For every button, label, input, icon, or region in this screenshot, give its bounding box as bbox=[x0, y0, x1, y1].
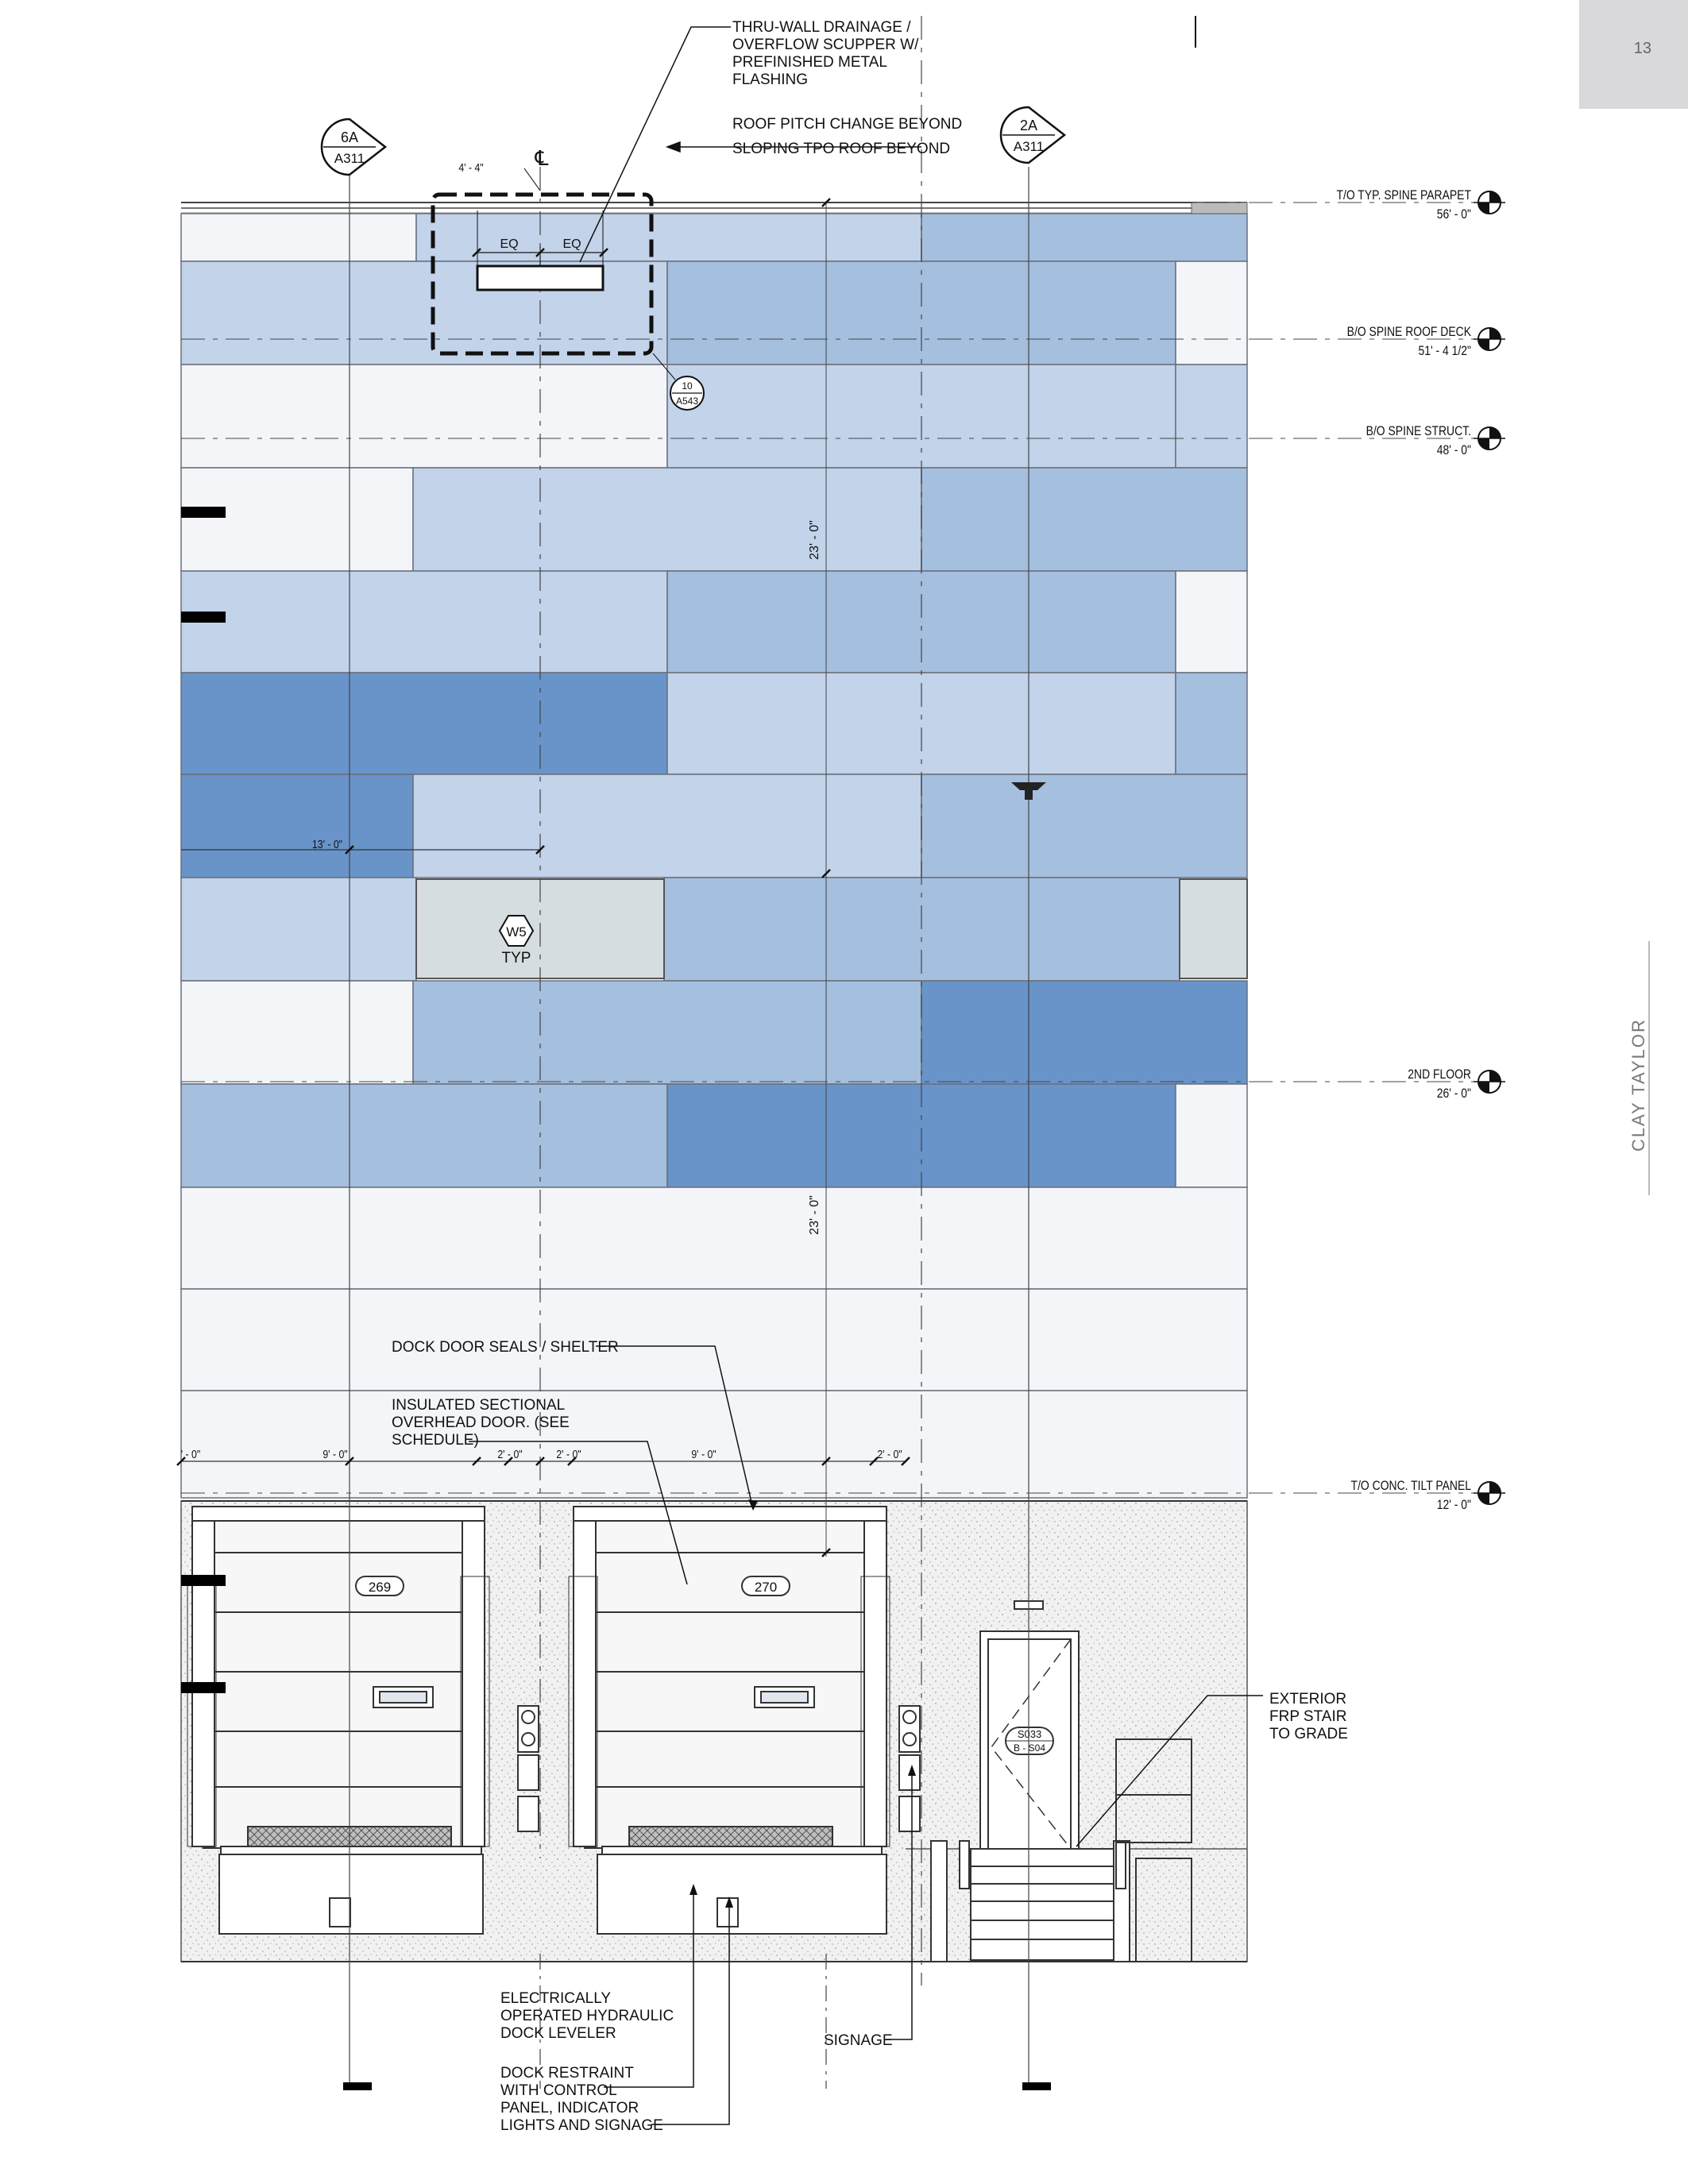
note-roof-pitch: ROOF PITCH CHANGE BEYOND bbox=[732, 116, 963, 133]
dim-scupper-offset: 4' - 4" bbox=[458, 160, 484, 175]
note-overhead-door: SCHEDULE) bbox=[392, 1432, 479, 1449]
level-name: B/O SPINE STRUCT. bbox=[1365, 423, 1471, 439]
man-door bbox=[980, 1601, 1079, 1850]
wall-panel bbox=[1176, 261, 1247, 365]
level-elevation: 48' - 0" bbox=[1436, 442, 1471, 458]
window-tag: W5 bbox=[506, 924, 527, 940]
wall-panel bbox=[181, 365, 667, 468]
dim-upper-height: 23' - 0" bbox=[808, 520, 821, 560]
dim-door-width: 9' - 0" bbox=[323, 1447, 348, 1461]
note-frp-stair: TO GRADE bbox=[1269, 1726, 1348, 1742]
note-signage: SIGNAGE bbox=[824, 2032, 893, 2049]
wall-panel bbox=[1176, 571, 1247, 673]
note-dock-restraint: DOCK RESTRAINT bbox=[500, 2065, 634, 2082]
level-elevation: 51' - 4 1/2" bbox=[1418, 343, 1471, 359]
note-dock-leveler: OPERATED HYDRAULIC bbox=[500, 2008, 674, 2024]
note-scupper: OVERFLOW SCUPPER W/ bbox=[732, 37, 919, 53]
dim-door-width: 9' - 0" bbox=[691, 1447, 717, 1461]
wall-panel bbox=[181, 468, 413, 571]
wall-panel bbox=[413, 468, 921, 571]
dim-lower-height: 23' - 0" bbox=[808, 1195, 821, 1235]
wall-panel bbox=[1176, 365, 1247, 468]
wall-panel bbox=[181, 1187, 1247, 1289]
wall-panel bbox=[1176, 1084, 1247, 1187]
note-overhead-door: INSULATED SECTIONAL bbox=[392, 1397, 566, 1414]
wall-panel bbox=[921, 981, 1247, 1084]
window-tag-note: TYP bbox=[501, 950, 531, 967]
note-frp-stair: EXTERIOR bbox=[1269, 1691, 1347, 1707]
grid-bubble-id: 2A bbox=[1019, 118, 1038, 133]
wall-panel bbox=[181, 673, 667, 774]
level-name: 2ND FLOOR bbox=[1408, 1067, 1471, 1082]
wall-panel bbox=[413, 774, 921, 878]
wall-panel bbox=[921, 214, 1247, 261]
note-dock-restraint: WITH CONTROL bbox=[500, 2082, 617, 2099]
wall-panel bbox=[181, 1289, 1247, 1391]
dock-door-269 bbox=[187, 1507, 489, 1934]
dim-gap: 2' - 0" bbox=[497, 1447, 523, 1461]
wall-panel bbox=[181, 981, 413, 1084]
door-tag-s033: S033 bbox=[1017, 1728, 1042, 1740]
wall-panel bbox=[181, 214, 416, 261]
wall-panel bbox=[921, 774, 1247, 878]
detail-tag-number: 10 bbox=[682, 380, 693, 392]
door-tag-269: 269 bbox=[368, 1580, 392, 1595]
parapet-cap bbox=[181, 203, 1247, 214]
dim-eq: EQ bbox=[562, 237, 581, 251]
author-name: CLAY TAYLOR bbox=[1628, 1018, 1648, 1152]
note-dock-seals: DOCK DOOR SEALS / SHELTER bbox=[392, 1339, 619, 1356]
note-scupper: PREFINISHED METAL bbox=[732, 54, 887, 71]
note-frp-stair: FRP STAIR bbox=[1269, 1708, 1347, 1725]
level-elevation: 56' - 0" bbox=[1436, 206, 1471, 222]
dim-eq: EQ bbox=[500, 237, 519, 251]
wall-panel bbox=[1176, 673, 1247, 774]
note-dock-restraint: LIGHTS AND SIGNAGE bbox=[500, 2117, 663, 2134]
note-sloping-roof: SLOPING TPO ROOF BEYOND bbox=[732, 141, 951, 157]
level-name: T/O TYP. SPINE PARAPET bbox=[1336, 187, 1471, 203]
wall-panel bbox=[921, 468, 1247, 571]
dim-sill: 13' - 0" bbox=[311, 837, 343, 851]
level-name: T/O CONC. TILT PANEL bbox=[1350, 1478, 1471, 1494]
dock-door-270 bbox=[569, 1507, 890, 1934]
note-dock-leveler: DOCK LEVELER bbox=[500, 2025, 616, 2042]
bumper bbox=[181, 1575, 226, 1586]
wall-panel bbox=[181, 571, 667, 673]
note-scupper: FLASHING bbox=[732, 71, 809, 88]
note-overhead-door: OVERHEAD DOOR. (SEE bbox=[392, 1414, 570, 1431]
dim-gap: 2' - 0" bbox=[556, 1447, 581, 1461]
dim-door-width: ' - 0" bbox=[180, 1447, 201, 1461]
centerline-symbol: ℄ bbox=[535, 146, 549, 170]
door-tag-270: 270 bbox=[754, 1580, 778, 1595]
page-number: 13 bbox=[1633, 40, 1651, 57]
bumper bbox=[181, 1682, 226, 1693]
dim-gap: 2' - 0" bbox=[877, 1447, 902, 1461]
door-tag-s04: B - S04 bbox=[1013, 1742, 1046, 1754]
metal-panel-wall bbox=[181, 214, 1247, 1498]
level-elevation: 26' - 0" bbox=[1436, 1086, 1471, 1102]
detail-tag-sheet: A543 bbox=[675, 396, 699, 407]
grid-bubble-sheet: A311 bbox=[1013, 139, 1045, 154]
grid-bubble-id: 6A bbox=[340, 129, 359, 145]
level-elevation: 12' - 0" bbox=[1436, 1497, 1471, 1513]
wall-panel bbox=[181, 1391, 1247, 1498]
wall-panel bbox=[181, 878, 416, 981]
wall-panel bbox=[181, 1084, 667, 1187]
note-dock-leveler: ELECTRICALLY bbox=[500, 1990, 612, 2007]
note-scupper: THRU-WALL DRAINAGE / bbox=[732, 19, 911, 36]
note-dock-restraint: PANEL, INDICATOR bbox=[500, 2100, 639, 2116]
wall-panel bbox=[416, 214, 921, 261]
grid-bubble-sheet: A311 bbox=[334, 151, 365, 166]
wall-panel bbox=[181, 774, 413, 878]
wall-panel bbox=[413, 981, 921, 1084]
level-name: B/O SPINE ROOF DECK bbox=[1346, 324, 1471, 340]
